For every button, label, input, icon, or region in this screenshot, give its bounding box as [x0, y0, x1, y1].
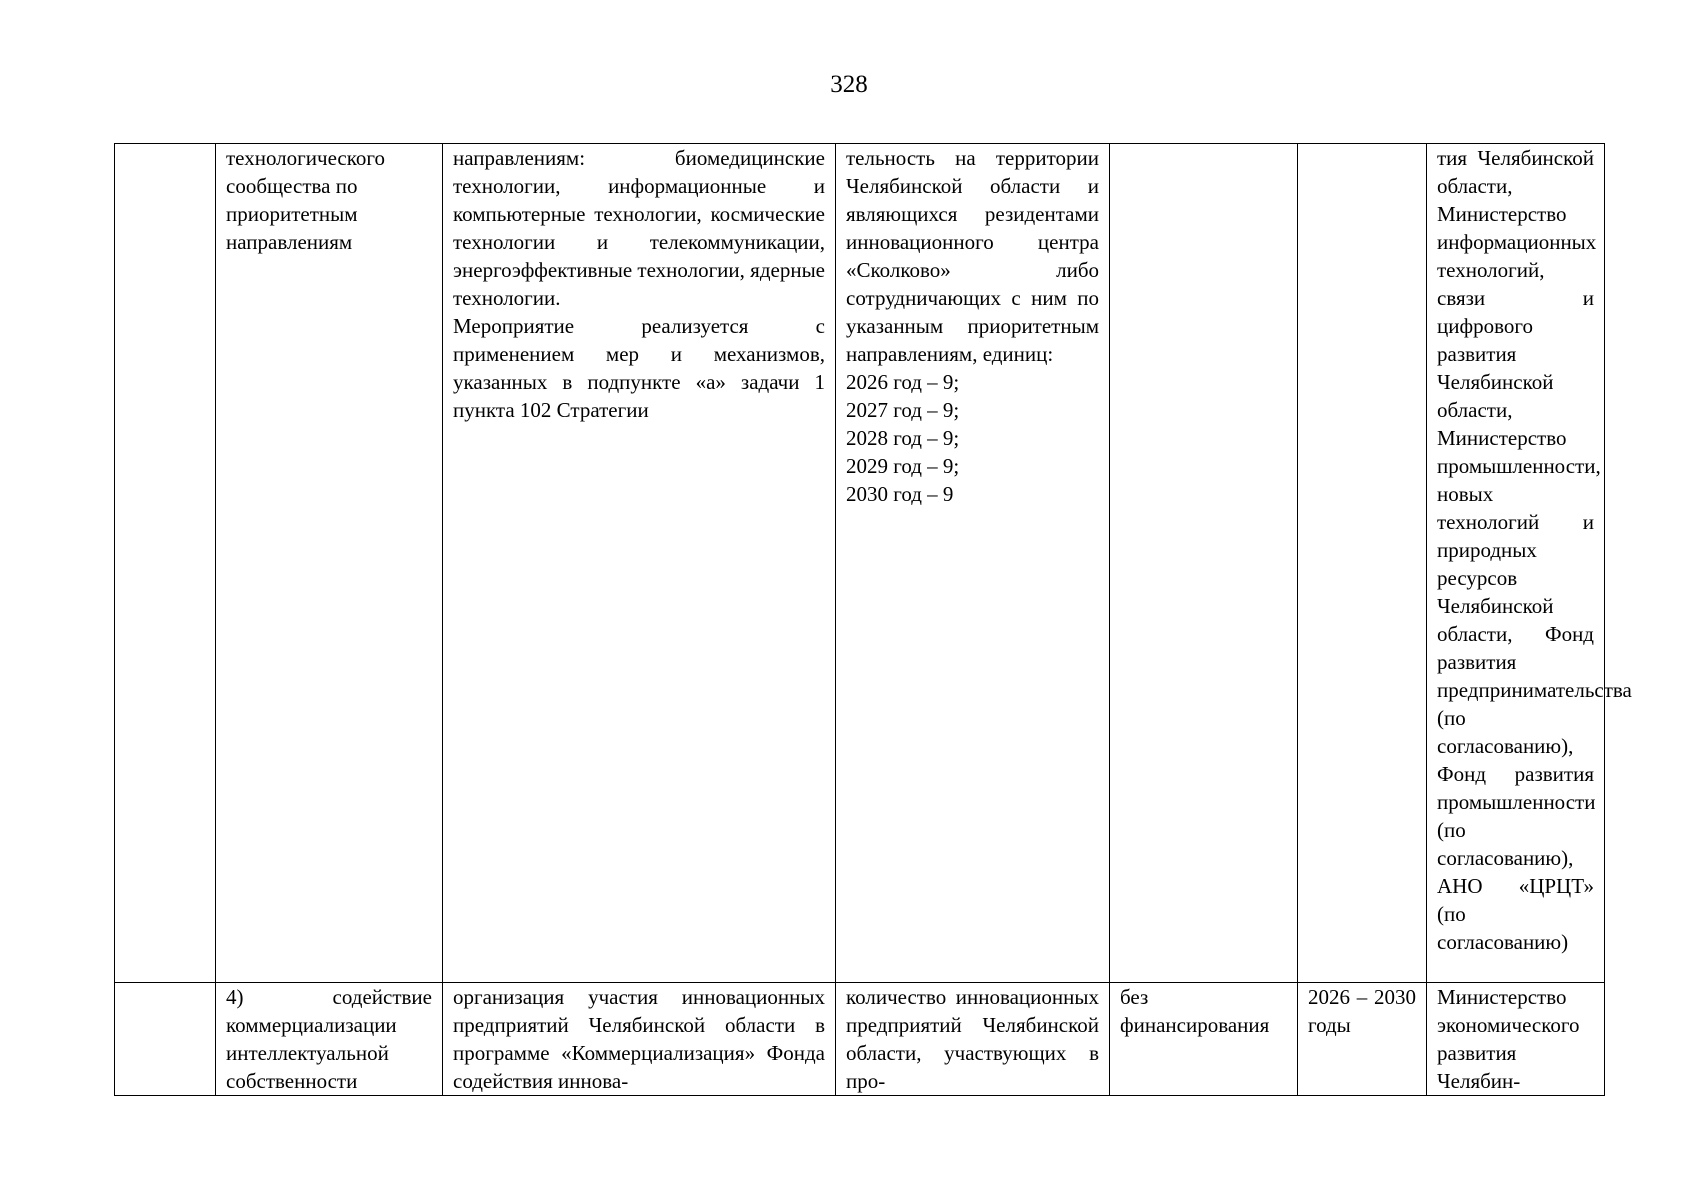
page-number: 328	[830, 71, 868, 98]
responsible-cell: Министерство экономического развития Челябин-	[1427, 983, 1605, 1096]
task-cell: технологического сообщества по приоритетным направлениям	[216, 144, 443, 983]
measures-table	[114, 143, 1632, 1096]
table-row	[115, 983, 1605, 1096]
table-row	[115, 144, 1605, 983]
measure-cell: направлениям: биомедицинские технологии, информационные и компьютерные технологии, космические технологии и телекоммуникации, энергоэффективные технологии, ядерные технологии. Мероприятие реализуется с применением мер и механизмов, указанных в подпункте «а» задачи 1 пункта 102 Стратегии	[443, 144, 836, 983]
funding-cell	[1110, 144, 1298, 983]
measure-cell: организация участия инновационных предприятий Челябинской области в программе «Коммерциализация» Фонда содействия иннова-	[443, 983, 836, 1096]
period-cell: 2026 – 2030 годы	[1298, 983, 1427, 1096]
indicator-cell: тельность на территории Челябинской области и являющихся резидентами инновационного центра «Сколково» либо сотрудничающих с ним по указанным приоритетным направлениям, единиц: 2026 год – 9; 2027 год – 9; 2028 год – 9; 2029 год – 9; 2030 год – 9	[836, 144, 1110, 983]
period-cell	[1298, 144, 1427, 983]
task-cell: 4) содействие коммерциализации интеллектуальной собственности	[216, 983, 443, 1096]
responsible-cell: тия Челябинской области, Министерство информационных технологий, связи и цифрового развития Челябинской области, Министерство промышленности, новых технологий и природных ресурсов Челябинской области, Фонд развития предпринимательства (по согласованию), Фонд развития промышленности (по согласованию), АНО «ЦРЦТ» (по согласованию)	[1427, 144, 1605, 983]
row-number-cell	[115, 144, 216, 983]
row-number-cell	[115, 983, 216, 1096]
indicator-cell: количество инновационных предприятий Челябинской области, участвующих в про-	[836, 983, 1110, 1096]
funding-cell: без финансирования	[1110, 983, 1298, 1096]
